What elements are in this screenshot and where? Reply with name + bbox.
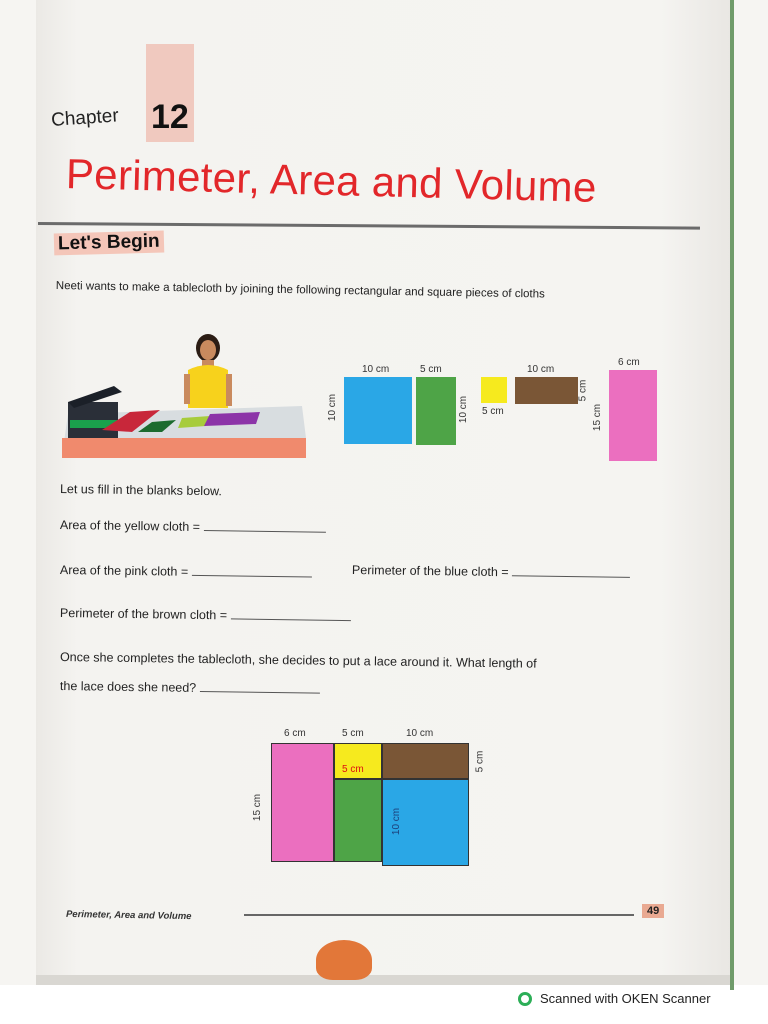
pink-height-label: 15 cm (592, 403, 604, 432)
scanner-watermark: Scanned with OKEN Scanner (540, 991, 711, 1006)
question-lace-line1: Once she completes the tablecloth, she decides to put a lace around it. What length of (59, 650, 537, 671)
girl-with-cloths-illustration (60, 330, 310, 462)
footer-divider (244, 914, 634, 916)
combined-pink-piece (271, 743, 334, 862)
brown-cloth (515, 377, 578, 404)
pink-width-label: 6 cm (618, 357, 640, 368)
page-number: 49 (642, 904, 664, 918)
combined-top-label-yellow: 5 cm (342, 728, 364, 739)
question-lace-text: the lace does she need? (59, 679, 197, 695)
blue-cloth (344, 377, 412, 444)
page-border-strip (730, 0, 734, 990)
instructions: Let us fill in the blanks below. (59, 482, 222, 499)
answer-blank[interactable] (512, 563, 630, 578)
section-heading: Let's Begin (54, 231, 164, 256)
brown-height-label: 5 cm (577, 379, 589, 402)
green-cloth (416, 377, 456, 445)
oken-logo-icon (518, 992, 532, 1006)
chapter-number: 12 (151, 98, 189, 136)
footer-title: Perimeter, Area and Volume (65, 908, 192, 923)
yellow-width-label: 5 cm (482, 406, 504, 417)
question-blue-perimeter-text: Perimeter of the blue cloth = (351, 563, 509, 580)
answer-blank[interactable] (231, 606, 351, 621)
blue-height-label: 10 cm (327, 393, 339, 422)
answer-blank[interactable] (203, 518, 325, 533)
chapter-label: Chapter (50, 105, 120, 132)
intro-text: Neeti wants to make a tablecloth by joining the following rectangular and square pieces of cloths (55, 279, 545, 301)
combined-right-label: 5 cm (474, 750, 486, 773)
yellow-cloth (481, 377, 507, 403)
green-height-label: 10 cm (458, 395, 470, 424)
combined-blue-label: 10 cm (391, 807, 403, 836)
combined-top-label-pink: 6 cm (284, 728, 306, 739)
question-brown-perimeter-text: Perimeter of the brown cloth = (59, 606, 228, 623)
pink-cloth (609, 370, 657, 461)
combined-top-label-brown: 10 cm (406, 728, 434, 739)
combined-left-label: 15 cm (252, 793, 264, 822)
combined-green-piece (334, 779, 382, 862)
combined-yellow-label: 5 cm (342, 764, 364, 775)
green-width-label: 5 cm (420, 364, 442, 375)
answer-blank[interactable] (200, 679, 320, 694)
chapter-title: Perimeter, Area and Volume (65, 150, 598, 211)
combined-brown-piece (382, 743, 469, 779)
blue-width-label: 10 cm (362, 364, 390, 375)
page-edge (36, 975, 730, 985)
brown-width-label: 10 cm (527, 364, 555, 375)
question-pink-area-text: Area of the pink cloth = (59, 563, 189, 579)
thumb-photo (316, 940, 372, 980)
question-yellow-area-text: Area of the yellow cloth = (59, 518, 201, 534)
answer-blank[interactable] (192, 563, 312, 578)
